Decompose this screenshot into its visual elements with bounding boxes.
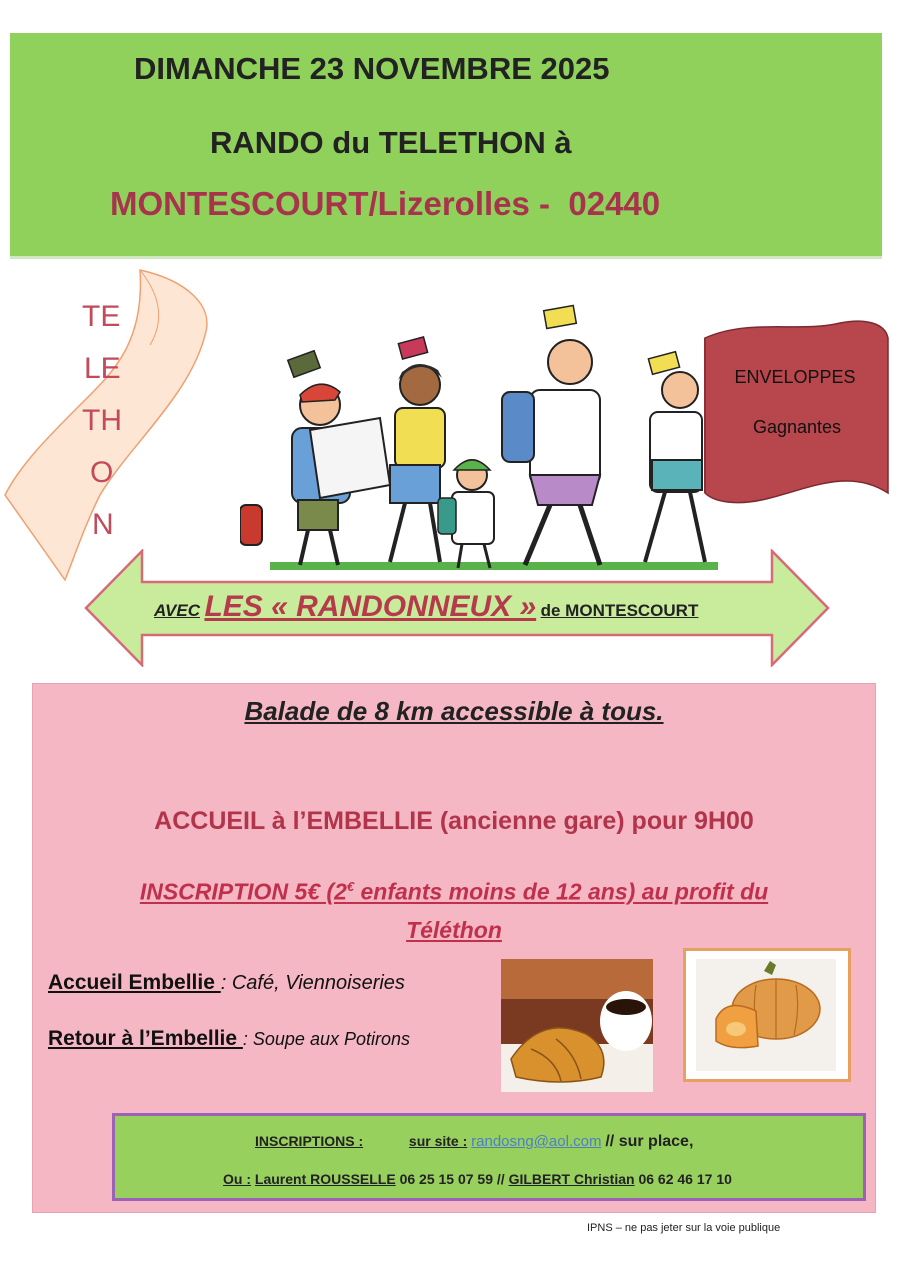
inscriptions-box [112,1113,866,1201]
accueil-embellie-label: Accueil Embellie [48,971,221,994]
randonneux-title: LES « RANDONNEUX » [204,590,537,623]
ribbon-letter: LE [84,352,121,385]
enveloppes-banner [700,318,892,510]
ribbon-letter: O [90,456,114,489]
accueil-line: ACCUEIL à l’EMBELLIE (ancienne gare) pour 9H00 [154,807,754,835]
email-link[interactable]: randosng@aol.com [471,1133,602,1150]
ou-label: Ou : [223,1171,251,1187]
ribbon-letter: TH [82,404,122,437]
contact2-phone: 06 62 46 17 10 [638,1171,732,1187]
sur-place-text: // sur place, [605,1133,694,1150]
inscription-text [33,868,875,949]
event-place: MONTESCOURT/Lizerolles - 02440 [110,185,661,222]
retour-row [48,1027,410,1051]
footer-notice: IPNS – ne pas jeter sur la voie publique [587,1222,781,1234]
inscription-part-a: INSCRIPTION 5€ (2 [139,878,347,905]
retour-value: : Soupe aux Potirons [242,1029,410,1049]
avec-label: AVEC [154,601,200,620]
enveloppes-line2: Gagnantes [752,417,842,437]
coffee-croissant-image [501,959,653,1092]
contact1-name: Laurent ROUSSELLE [254,1171,396,1187]
pumpkin-icon [686,951,848,1079]
accueil-embellie-row [48,971,405,995]
inscription-part-b: enfants moins de 12 ans) au profit du [354,878,769,905]
contact-separator: // [496,1171,505,1187]
contact2-name: GILBERT Christian [508,1171,635,1187]
inscriptions-line1 [255,1133,693,1151]
arrow-text [154,590,774,624]
de-montescourt-label: de MONTESCOURT [540,601,699,620]
inscription-sup: € [346,879,355,894]
accueil-embellie-value: : Café, Viennoiseries [220,972,405,994]
pumpkin-image [683,948,851,1082]
hikers-illustration [240,300,718,576]
inscriptions-label: INSCRIPTIONS : [255,1133,364,1149]
event-date: DIMANCHE 23 NOVEMBRE 2025 [134,51,610,86]
inscription-part-c: Téléthon [406,916,502,943]
ribbon-letter: TE [82,300,121,333]
site-label: sur site : [408,1133,468,1149]
contact1-phone: 06 25 15 07 59 [399,1171,493,1187]
ribbon-letter: N [92,508,114,541]
inscriptions-line2 [223,1171,732,1187]
balade-heading: Balade de 8 km accessible à tous. [244,696,664,726]
retour-label: Retour à l’Embellie [48,1027,243,1050]
event-title: RANDO du TELETHON à [210,125,572,160]
header-banner [10,33,882,259]
enveloppes-line1: ENVELOPPES [734,367,856,387]
